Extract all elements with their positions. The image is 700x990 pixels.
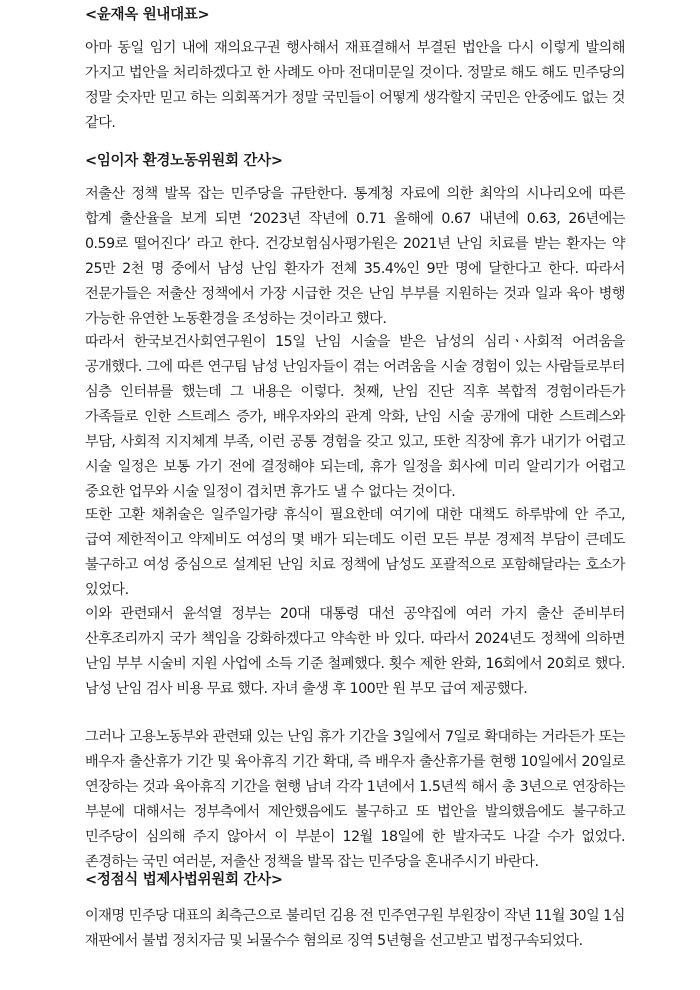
paragraph: 따라서 한국보건사회연구원이 15일 난임 시술을 받은 남성의 심리ㆍ사회적 어려움을 공개했다. 그에 따른 연구팀 남성 난임자들이 겪는 어려움을 시술 경험이 있는 사람들로부터 심층 인터뷰를 했는데 그 내용은 이렇다. 첫째, 난임 진단 직후 복합적 경험이라든가 가족들로 인한 스트레스 증가, 배우자와의 관계 악화, 난임 시술 공개에 대한 스트레스와 부담, 사회적 지지체계 부족, 이런 공통 경험을 갖고 있고, 또한 직장에 휴가 내기가 어렵고 시술 일정은 보통 가기 전에 결정해야 되는데, 휴가 일정을 회사에 미리 알리기가 어렵고 중요한 업무와 시술 일정이 겹치면 휴가도 낼 수 없다는 것이다. [85,334,625,500]
section-heading: <정점식 법제사법위원회 간사> [85,872,283,888]
paragraph: 또한 고환 채취술은 일주일가량 휴식이 필요한데 여기에 대한 대책도 하루밖에 안 주고, 급여 제한적이고 약제비도 여성의 몇 배가 되는데도 이런 모든 부분 경제적 부담이 큰데도 불구하고 여성 중심으로 설계된 난임 치료 정책에 남성도 포괄적으로 포함해달라는 호소가 있었다. [85,507,625,598]
section-heading: <윤재옥 원내대표> [85,7,210,23]
section-heading: <임이자 환경노동위원회 간사> [85,153,283,169]
paragraph: 이재명 민주당 대표의 최측근으로 불리던 김용 전 민주연구원 부원장이 작년 11월 30일 1심 재판에서 불법 정치자금 및 뇌물수수 혐의로 징역 5년형을 선고받고 법정구속되었다. [85,908,625,949]
paragraph: 저출산 정책 발목 잡는 민주당을 규탄한다. 통계청 자료에 의한 최악의 시나리오에 따른 합계 출산율을 보게 되면 ‘2023년 작년에 0.71 올해에 0.67 내년에 0.63, 26년에는 0.59로 떨어진다’ 라고 한다. 건강보험심사평가원은 2021년 난임 치료를 받는 환자는 약 25만 2천 명 중에서 남성 난임 환자가 전체 35.4%인 9만 명에 달한다고 한다. 따라서 전문가들은 저출산 정책에서 가장 시급한 것은 난임 부부를 지원하는 것과 일과 육아 병행 가능한 유연한 노동환경을 조성하는 것이라고 했다. [85,186,625,327]
paragraph: 아마 동일 임기 내에 재의요구권 행사해서 재표결해서 부결된 법안을 다시 이렇게 발의해 가지고 법안을 처리하겠다고 한 사례도 아마 전대미문일 것이다. 정말로 해도 해도 민주당의 정말 숫자만 믿고 하는 의회폭거가 정말 국민들이 어떻게 생각할지 국민은 안중에도 없는 것 같다. [85,40,625,131]
paragraph: 이와 관련돼서 윤석열 정부는 20대 대통령 대선 공약집에 여러 가지 출산 준비부터 산후조리까지 국가 책임을 강화하겠다고 약속한 바 있다. 따라서 2024년도 정책에 의하면 난임 부부 시술비 지원 사업에 소득 기준 철폐했다. 횟수 제한 완화, 16회에서 20회로 했다. 남성 난임 검사 비용 무료 했다. 자녀 출생 후 100만 원 부모 급여 제공했다. [85,606,625,697]
paragraph: 그러나 고용노동부와 관련돼 있는 난임 휴가 기간을 3일에서 7일로 확대하는 거라든가 또는 배우자 출산휴가 기간 및 육아휴직 기간 확대, 즉 배우자 출산휴가를 현행 10일에서 20일로 연장하는 것과 육아휴직 기간을 현행 남녀 각각 1년에서 1.5년씩 해서 총 3년으로 연장하는 부분에 대해서는 정부측에서 제안했음에도 불구하고 또 법안을 발의했음에도 불구하고 민주당이 심의해 주지 않아서 이 부분이 12월 18일에 한 발자국도 나갈 수가 없었다. 존경하는 국민 여러분, 저출산 정책을 발목 잡는 민주당을 혼내주시기 바란다. [85,729,625,870]
